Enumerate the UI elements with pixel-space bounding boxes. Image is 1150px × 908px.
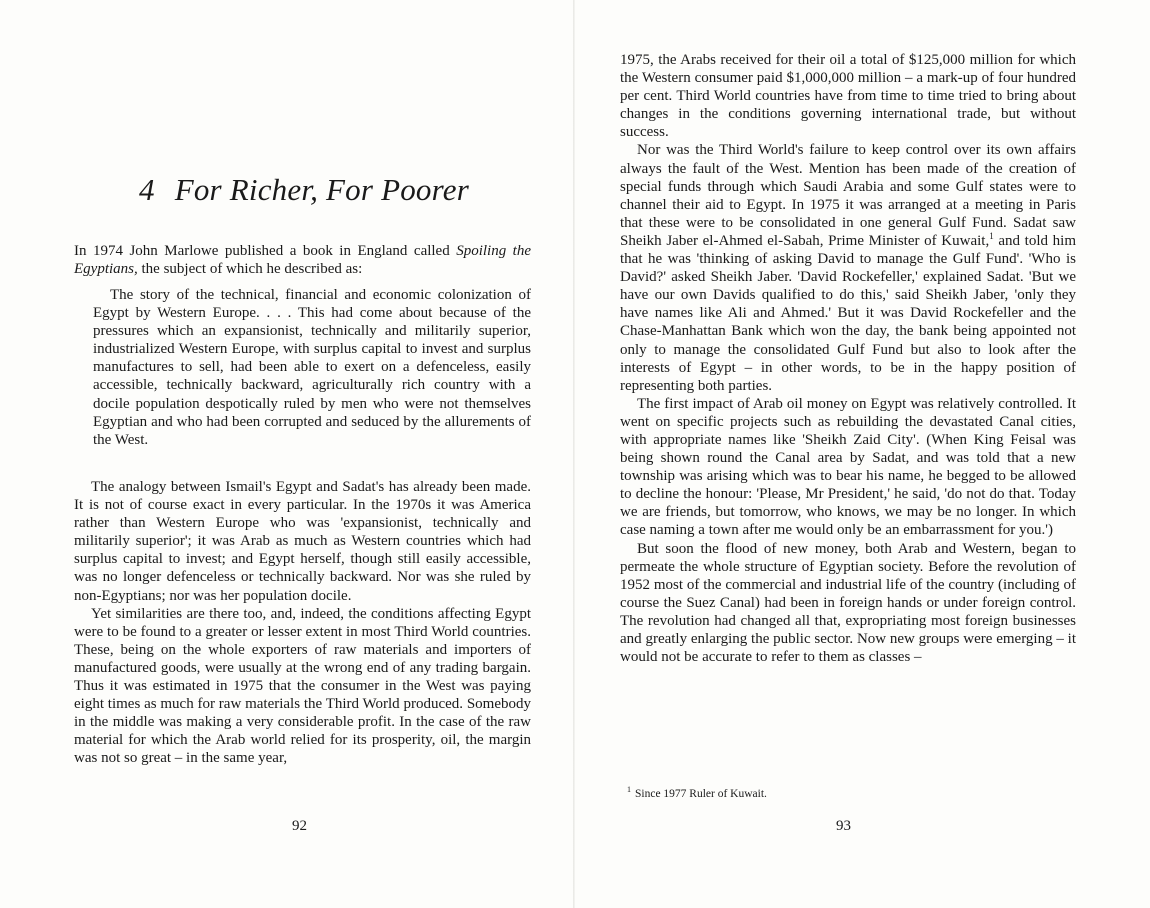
page-number-right: 93 xyxy=(836,818,851,834)
intro-text-after: the subject of which he described as: xyxy=(137,261,363,278)
right-paragraph-2 xyxy=(620,141,1076,394)
footnote xyxy=(627,783,1067,801)
left-body-text xyxy=(74,478,531,768)
right-paragraph-2-after: and told him that he was 'thinking of asking David to manage the Gulf Fund'. 'Who is David?' asked Sheikh Jaber. 'David Rockefeller,' explained Sadat. 'But we have our own Davids qualified to do this,' said Sheikh Jaber, 'only they have names like Ali and Ahmed.' But it was David Rockefeller and the Chase-Manhattan Bank which won the day, the bank being appointed not only to manage the consolidated Gulf Fund but also to look after the interests of Egypt – in other words, to be in the happy position of representing both parties. xyxy=(620,232,1077,394)
footnote-reference: 1 xyxy=(989,230,994,241)
right-paragraph-3: The first impact of Arab oil money on Egypt was relatively controlled. It went on specific projects such as rebuilding the devastated Canal cities, with appropriate names like 'Sheikh Zaid City'. (When King Feisal was being shown round the Canal area by Sadat, and was told that a new township was arising which was to bear his name, he begged to be allowed to decline the honour: 'Please, Mr President,' he said, 'do not do that. Today we are friends, but tomorrow, who knows, we may be no longer. In which case naming a town after me would only be an embarrassment for you.') xyxy=(620,395,1076,539)
right-paragraph-2-before: Nor was the Third World's failure to keep control over its own affairs always the fault of the West. Mention has been made of the creation of special funds through which Saudi Arabia and some Gulf states were to channel their aid to Egypt. In 1975 it was arranged at a meeting in Paris that these were to be consolidated in one general Gulf Fund. Sadat saw Sheikh Jaber el-Ahmed el-Sabah, Prime Minister of Kuwait, xyxy=(620,142,1076,249)
footnote-text: Since 1977 Ruler of Kuwait. xyxy=(635,787,767,800)
left-paragraph-1: The analogy between Ismail's Egypt and Sadat's has already been made. It is not of course exact in every particular. In the 1970s it was America rather than Western Europe who was 'expansionist, technically and militarily superior'; it was Arab as much as Western countries which had surplus capital to invest; and Egypt herself, though still easily accessible, was no longer defenceless or technically backward. Nor was she ruled by non-Egyptians; nor was her population docile. xyxy=(74,479,531,604)
right-body-text xyxy=(620,51,1076,666)
intro-paragraph xyxy=(74,242,531,278)
quote-text: The story of the technical, financial and economic colonization of Egypt by Western Europe. . . . This had come about because of the pressures which an expansionist, technically and militarily superior, industrialized Western Europe, with surplus capital to invest and surplus manufactures to sell, had been able to exert on a defenceless, easily accessible, technically backward, agriculturally rich country with a docile population despotically ruled by men who were not themselves Egyptian and who had been corrupted and seduced by the allurements of the West. xyxy=(93,287,531,448)
right-paragraph-1: 1975, the Arabs received for their oil a total of $125,000 million for which the Western consumer paid $1,000,000 million – a mark-up of four hundred per cent. Third World countries have from time to time tried to bring about changes in the conditions governing international trade, but without success. xyxy=(620,52,1076,141)
page-number-left: 92 xyxy=(292,818,307,834)
intro-text-before: In 1974 John Marlowe published a book in England called xyxy=(74,243,457,259)
chapter-heading xyxy=(74,172,534,208)
chapter-title: For Richer, For Poorer xyxy=(174,172,469,207)
right-paragraph-4: But soon the flood of new money, both Arab and Western, began to permeate the whole structure of Egyptian society. Before the revolution of 1952 most of the commercial and industrial life of the country (including of course the Suez Canal) had been in foreign hands or under foreign control. The revolution had changed all that, expropriating most foreign businesses and greatly enlarging the public sector. Now new groups were emerging – it would not be accurate to refer to them as classes – xyxy=(620,540,1076,666)
book-title: Spoiling the Egyptians, xyxy=(74,243,532,278)
left-paragraph-2: Yet similarities are there too, and, indeed, the conditions affecting Egypt were to be found to a greater or lesser extent in most Third World countries. These, being on the whole exporters of raw materials and importers of manufactured goods, were usually at the wrong end of any trading bargain. Thus it was estimated in 1975 that the consumer in the West was paying eight times as much for raw materials the Third World produced. Somebody in the middle was making a very considerable profit. In the case of the raw material for which the Arab world relied for its prosperity, oil, the margin was not so great – in the same year, xyxy=(74,605,531,767)
footnote-marker: 1 xyxy=(627,785,631,794)
block-quote xyxy=(93,286,531,449)
chapter-number: 4 xyxy=(139,172,155,207)
